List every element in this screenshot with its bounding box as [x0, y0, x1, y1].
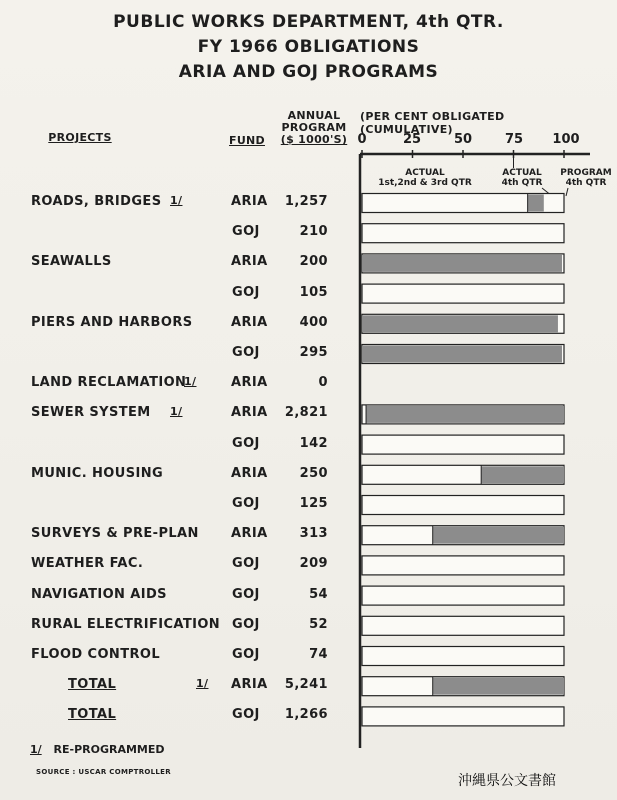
- annual-header-line-1: ANNUAL: [287, 109, 341, 122]
- bar-program: [362, 496, 564, 515]
- program-amount-cell: 313: [299, 526, 328, 542]
- axis-tick-25: 25: [402, 132, 422, 147]
- axis-tick-75: 75: [504, 132, 524, 147]
- project-label: MUNIC. HOUSING: [31, 465, 164, 481]
- bar-actual-q4: [433, 678, 564, 695]
- bar-actual-q4: [433, 527, 564, 544]
- bar-program: [362, 586, 564, 605]
- fund-cell: ARIA: [231, 677, 268, 693]
- project-label: NAVIGATION AIDS: [31, 586, 167, 602]
- projects-header: PROJECTS: [48, 131, 112, 144]
- fund-cell: GOJ: [232, 496, 260, 511]
- legend-program-4-line-1: PROGRAM: [560, 168, 612, 178]
- annual-header-line-2: PROGRAM: [281, 121, 347, 134]
- bar-program: [362, 616, 564, 635]
- legend-arrow-program-4: [566, 188, 568, 196]
- source-note: SOURCE : USCAR COMPTROLLER: [36, 768, 171, 776]
- fund-cell: GOJ: [232, 284, 260, 300]
- fund-cell: GOJ: [232, 345, 260, 360]
- fund-cell: ARIA: [231, 465, 268, 481]
- bar-actual-q4: [366, 406, 564, 423]
- fund-cell: GOJ: [232, 707, 260, 723]
- chart-title-line-2: FY 1966 OBLIGATIONS: [197, 37, 420, 57]
- program-amount-cell: 400: [299, 314, 328, 330]
- annual-header-line-3: ($ 1000'S): [280, 133, 348, 146]
- project-label: SEWER SYSTEM: [31, 405, 151, 421]
- program-amount-cell: 142: [299, 435, 328, 451]
- project-label: TOTAL: [68, 677, 117, 693]
- program-amount-cell: 52: [309, 616, 328, 632]
- fund-cell: ARIA: [231, 375, 268, 391]
- axis-tick-100: 100: [552, 132, 580, 147]
- fund-cell: GOJ: [232, 435, 260, 451]
- fund-cell: GOJ: [232, 556, 260, 572]
- fund-cell: GOJ: [232, 224, 260, 240]
- reprogrammed-mark: 1/: [184, 375, 197, 389]
- footnote: [30, 743, 165, 756]
- fund-header: FUND: [229, 134, 265, 147]
- legend-program-4-line-2: 4th QTR: [565, 178, 607, 188]
- bar-actual-q4: [362, 255, 562, 272]
- program-amount-cell: 5,241: [284, 677, 328, 693]
- program-amount-cell: 250: [299, 465, 328, 481]
- program-amount-cell: 54: [309, 586, 328, 602]
- legend-actual-123-line-2: 1st,2nd & 3rd QTR: [378, 178, 472, 188]
- fund-cell: ARIA: [231, 405, 268, 421]
- project-label: WEATHER FAC.: [31, 556, 144, 572]
- project-label: TOTAL: [68, 707, 117, 723]
- bar-program: [362, 647, 564, 666]
- legend-actual-123-line-1: ACTUAL: [405, 168, 445, 178]
- program-amount-cell: 74: [309, 647, 328, 662]
- axis-label: (PER CENT OBLIGATED (CUMULATIVE): [360, 110, 505, 136]
- footnote-text: RE-PROGRAMMED: [53, 743, 165, 756]
- fund-cell: GOJ: [232, 586, 260, 602]
- footnote-mark: 1/: [30, 743, 42, 756]
- program-amount-cell: 105: [299, 284, 328, 300]
- program-amount-cell: 1,266: [284, 707, 328, 723]
- project-label: LAND RECLAMATION: [31, 375, 187, 391]
- bar-actual-q4: [362, 346, 562, 363]
- project-label: SURVEYS & PRE-PLAN: [31, 526, 199, 542]
- program-amount-cell: 200: [299, 254, 328, 270]
- bar-program: [362, 556, 564, 575]
- reprogrammed-mark: 1/: [170, 194, 183, 207]
- program-amount-cell: 0: [318, 375, 328, 391]
- axis-tick-0: 0: [357, 132, 367, 147]
- bar-program: [362, 284, 564, 303]
- bar-program: [362, 707, 564, 726]
- project-label: RURAL ELECTRIFICATION: [31, 616, 221, 632]
- fund-cell: ARIA: [231, 314, 268, 330]
- project-label: PIERS AND HARBORS: [31, 314, 193, 330]
- legend-actual-4-line-1: ACTUAL: [502, 168, 542, 178]
- program-amount-cell: 209: [299, 556, 328, 572]
- fund-cell: ARIA: [231, 526, 268, 542]
- program-amount-cell: 125: [299, 496, 328, 511]
- fund-cell: ARIA: [231, 194, 268, 209]
- bar-actual-q4: [362, 315, 558, 332]
- bar-actual-q4: [481, 466, 564, 483]
- axis-tick-50: 50: [453, 132, 473, 147]
- bar-actual-q4: [528, 195, 544, 212]
- project-label: SEAWALLS: [31, 254, 112, 270]
- program-amount-cell: 295: [299, 345, 328, 360]
- chart-title-line-1: PUBLIC WORKS DEPARTMENT, 4th QTR.: [113, 12, 504, 32]
- legend-actual-4-line-2: 4th QTR: [501, 178, 543, 188]
- reprogrammed-mark: 1/: [170, 405, 183, 419]
- bar-program: [362, 224, 564, 243]
- archive-stamp: 沖縄県公文書館: [458, 773, 556, 789]
- fund-cell: GOJ: [232, 616, 260, 632]
- fund-cell: ARIA: [231, 254, 268, 270]
- program-amount-cell: 2,821: [284, 405, 328, 421]
- project-label: FLOOD CONTROL: [31, 647, 161, 662]
- reprogrammed-mark: 1/: [196, 677, 209, 691]
- program-amount-cell: 210: [299, 224, 328, 240]
- program-amount-cell: 1,257: [284, 194, 328, 209]
- bar-program: [362, 435, 564, 454]
- fund-cell: GOJ: [232, 647, 260, 662]
- chart-title-line-3: ARIA AND GOJ PROGRAMS: [178, 62, 439, 82]
- project-label: ROADS, BRIDGES: [31, 194, 162, 209]
